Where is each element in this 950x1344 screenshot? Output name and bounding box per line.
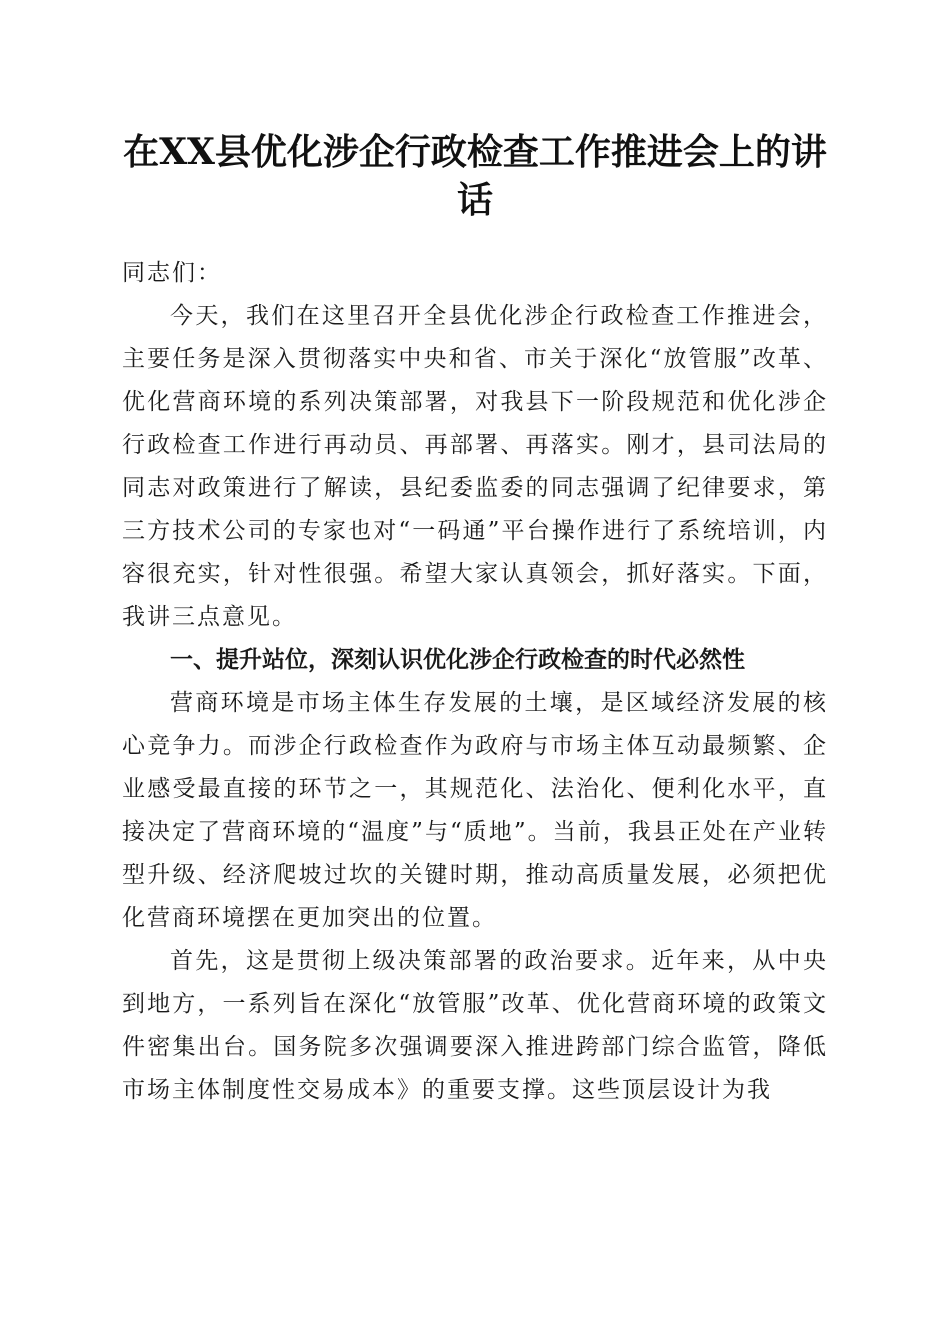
- intro-paragraph: 今天，我们在这里召开全县优化涉企行政检查工作推进会，主要任务是深入贯彻落实中央和省、市关于深化“放管服”改革、优化营商环境的系列决策部署，对我县下一阶段规范和优化涉企行政检查工作进行再动员、再部署、再落实。刚才，县司法局的同志对政策进行了解读，县纪委监委的同志强调了纪律要求，第三方技术公司的专家也对“一码通”平台操作进行了系统培训，内容很充实，针对性很强。希望大家认真领会，抓好落实。下面，我讲三点意见。: [122, 303, 828, 630]
- section-paragraph: 首先，这是贯彻上级决策部署的政治要求。近年来，从中央到地方，一系列旨在深化“放管服”改革、优化营商环境的政策文件密集出台。国务院多次强调要深入推进跨部门综合监管，降低市场主体制度性交易成本》的重要支撑。这些顶层设计为我: [122, 948, 828, 1103]
- salutation: 同志们：: [122, 260, 222, 286]
- document-body: [122, 252, 828, 1112]
- document-title: 在XX县优化涉企行政检查工作推进会上的讲话: [123, 131, 827, 221]
- section-paragraph: 营商环境是市场主体生存发展的土壤，是区域经济发展的核心竞争力。而涉企行政检查作为政府与市场主体互动最频繁、企业感受最直接的环节之一，其规范化、法治化、便利化水平，直接决定了营商环境的“温度”与“质地”。当前，我县正处在产业转型升级、经济爬坡过坎的关键时期，推动高质量发展，必须把优化营商环境摆在更加突出的位置。: [122, 690, 828, 931]
- section-heading: 一、提升站位，深刻认识优化涉企行政检查的时代必然性: [170, 647, 745, 673]
